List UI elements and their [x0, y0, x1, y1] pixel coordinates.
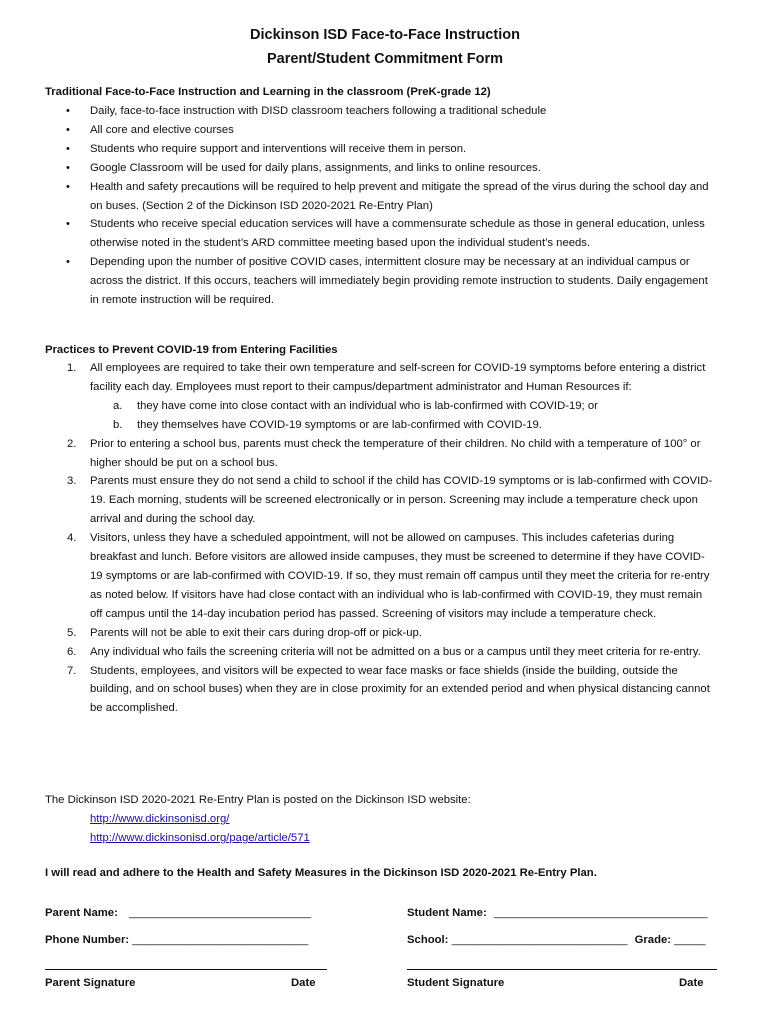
parent-signature-label: Parent Signature [45, 977, 136, 989]
school-blank[interactable]: ____________________________ [451, 934, 628, 946]
instruction-bullet-list [0, 102, 770, 310]
item-number: 4. [67, 532, 77, 545]
numbered-item: 2. Prior to entering a school bus, parents must check the temperature of their children. No child with a temperature of 100° or higher should be put on a school bus. [0, 435, 715, 473]
phone-number-field[interactable] [45, 931, 308, 950]
school-field[interactable] [407, 931, 706, 950]
district-home-link[interactable]: http://www.dickinsonisd.org/ [90, 813, 230, 825]
reentry-plan-link[interactable]: http://www.dickinsonisd.org/page/article/571 [90, 831, 310, 844]
item-number: 3. [67, 475, 77, 488]
phone-number-label: Phone Number: [45, 934, 130, 946]
bullet-icon: • [66, 161, 70, 174]
website-links [90, 810, 310, 848]
grade-blank[interactable]: _____ [674, 934, 706, 946]
item-number: 1. [67, 362, 77, 374]
form-subtitle: Parent/Student Commitment Form [266, 51, 504, 67]
bullet-item: • Students who receive special education services will have a commensurate schedule as those in general education, unless otherwise noted in the student’s ARD committee meeting based upon the individual student’s needs. [0, 215, 710, 253]
bullet-item: • Health and safety precautions will be required to help prevent and mitigate the spread of the virus during the school day and on buses. (Section 2 of the Dickinson ISD 2020-2021 Re-Entry Plan) [0, 178, 710, 216]
numbered-item: 3. Parents must ensure they do not send a child to school if the child has COVID-19 symptoms or is lab-confirmed with COVID-19. Each morning, students will be screened electronically or in person. Screening may include a temperature check upon arrival and during the school day. [0, 472, 715, 529]
bullet-icon: • [66, 123, 70, 136]
school-label: School: [407, 934, 449, 946]
parent-signature-line[interactable] [45, 969, 327, 970]
parent-name-field[interactable] [45, 904, 311, 923]
parent-name-label: Parent Name: [45, 907, 118, 919]
phone-number-blank[interactable]: ____________________________ [132, 934, 309, 946]
bullet-item: • Depending upon the number of positive COVID cases, intermittent closure may be necessary at an individual campus or across the district. If this occurs, teachers will immediately begin providing remote instruction to students. Daily engagement in remote instruction will be required. [0, 253, 710, 310]
numbered-item: 6. Any individual who fails the screening criteria will not be admitted on a bus or a campus until they meet criteria for re-entry. [0, 643, 715, 662]
numbered-item: 4. Visitors, unless they have a scheduled appointment, will not be allowed on campuses. This includes cafeterias during breakfast and lunch. Before visitors are allowed inside campuses, they must be screened to determine if they have COVID-19 symptoms or are lab-confirmed with COVID-19. If so, they must remain off campus until they meet the criteria for re-entry as noted below. If visitors have had close contact with an individual who is lab-confirmed with COVID-19, they must remain off campus until the 14-day incubation period has passed. Screening of visitors may include a temperature check. [0, 529, 715, 624]
parent-date-label: Date [291, 977, 316, 989]
bullet-icon: • [66, 256, 70, 269]
numbered-item: 7. Students, employees, and visitors will be expected to wear face masks or face shields (inside the building, outside the building, and on school buses) when they are in close proximity for an extended period and when physical distancing cannot be accomplished. [0, 662, 715, 719]
student-signature-line[interactable] [407, 969, 717, 970]
student-date-label: Date [679, 977, 704, 989]
sub-list [0, 397, 715, 435]
student-name-label: Student Name: [407, 907, 487, 919]
commitment-statement: I will read and adhere to the Health and Safety Measures in the Dickinson ISD 2020-2021 Re-Entry Plan. [45, 867, 597, 879]
sub-item: b. they themselves have COVID-19 symptoms or are lab-confirmed with COVID-19. [0, 416, 697, 435]
item-number: 6. [67, 645, 77, 658]
practices-numbered-list [0, 359, 770, 718]
bullet-item: • All core and elective courses [0, 121, 710, 140]
parent-name-blank[interactable]: _____________________________ [128, 907, 312, 919]
student-name-blank[interactable]: __________________________________ [493, 907, 708, 919]
numbered-item: 5. Parents will not be able to exit their cars during drop-off or pick-up. [0, 624, 715, 643]
sub-item-letter: b. [113, 418, 123, 431]
grade-label: Grade: [634, 934, 672, 946]
bullet-item: • Students who require support and interventions will receive them in person. [0, 140, 710, 159]
item-number: 2. [67, 437, 77, 450]
bullet-item: • Google Classroom will be used for daily plans, assignments, and links to online resources. [0, 159, 710, 178]
student-name-field[interactable] [407, 904, 707, 923]
bullet-icon: • [66, 218, 70, 231]
student-signature-label: Student Signature [407, 977, 505, 989]
form-title: Dickinson ISD Face-to-Face Instruction [250, 27, 520, 43]
numbered-item: 1. All employees are required to take their own temperature and self-screen for COVID-19 symptoms before entering a district facility each day. Employees must report to their campus/department administrator and Human Resources if: a. they have come into close contact with an individual who is lab-confirmed with COVID-19; or b. they themselves have COVID-19 symptoms or are lab-confirmed with COVID-19. [0, 359, 715, 435]
section-heading-practices: Practices to Prevent COVID-19 from Entering Facilities [45, 344, 338, 356]
item-number: 7. [67, 664, 77, 677]
bullet-icon: • [66, 105, 70, 117]
bullet-item: • Daily, face-to-face instruction with DISD classroom teachers following a traditional schedule [0, 102, 710, 121]
sub-item: a. they have come into close contact with an individual who is lab-confirmed with COVID-19; or [0, 397, 697, 416]
bullet-icon: • [66, 142, 70, 155]
item-number: 5. [67, 626, 77, 639]
bullet-icon: • [66, 180, 70, 193]
sub-item-letter: a. [113, 399, 123, 412]
website-note: The Dickinson ISD 2020-2021 Re-Entry Plan is posted on the Dickinson ISD website: [45, 794, 471, 806]
section-heading-instruction: Traditional Face-to-Face Instruction and Learning in the classroom (PreK-grade 12) [45, 86, 491, 98]
